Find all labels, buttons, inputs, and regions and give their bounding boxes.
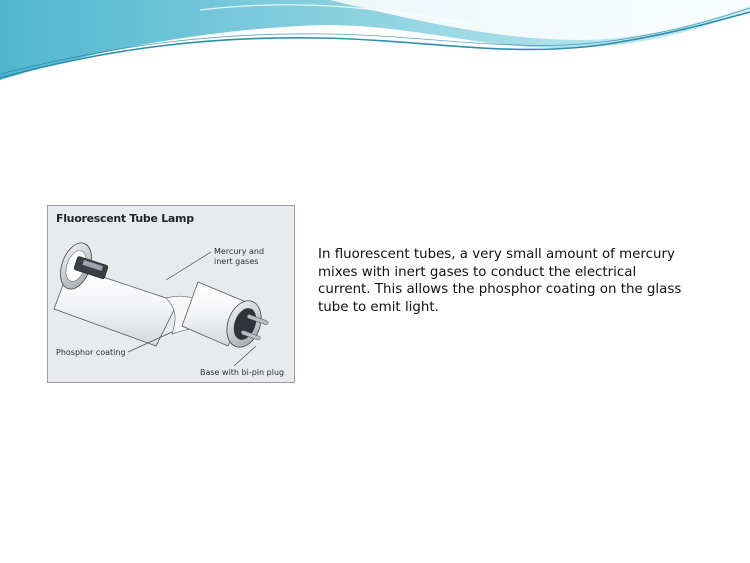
label-mercury-inert-gases: Mercury and inert gases — [214, 247, 265, 266]
header-wave-decoration — [0, 0, 750, 90]
body-text: In fluorescent tubes, a very small amount of mercury mixes with inert gases to conduct the electrical current. This allows the phosphor coating on the glass tube to emit light. — [318, 247, 682, 315]
label-phosphor-coating: Phosphor coating — [56, 348, 126, 357]
figure-title: Fluorescent Tube Lamp — [56, 212, 194, 225]
label-base-bi-pin-plug: Base with bi-pin plug — [200, 368, 285, 377]
fluorescent-tube-figure — [47, 205, 295, 383]
